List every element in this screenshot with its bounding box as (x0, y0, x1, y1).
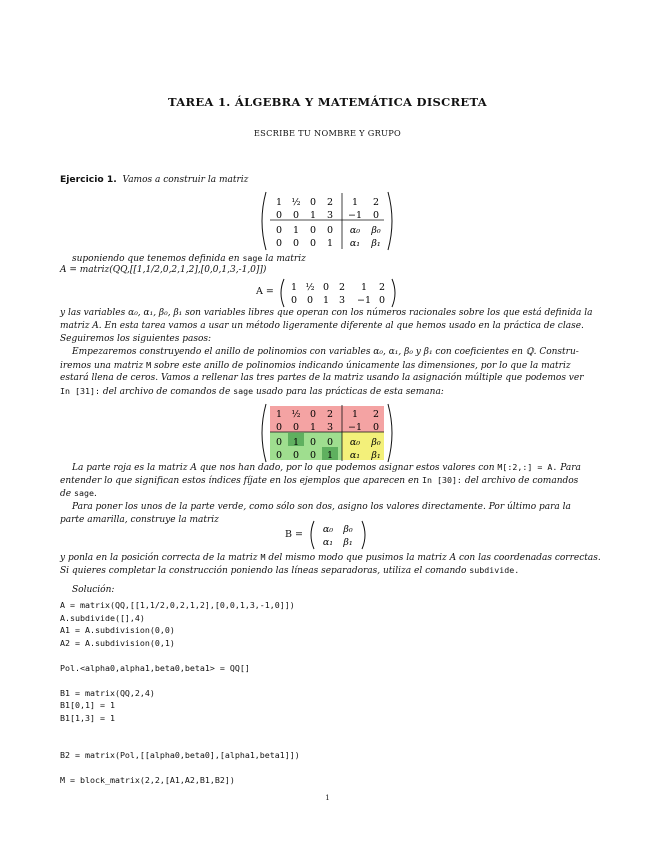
matrix-augmented-cell-0-4: 1 (351, 197, 359, 208)
matrix-b-cell-0-1: β₀ (343, 524, 353, 535)
matrix-b-cell-1-0: α₁ (322, 537, 334, 548)
page-title: TAREA 1. ÁLGEBRA Y MATEMÁTICA DISCRETA (168, 95, 487, 109)
solution-label: Solución: (72, 585, 115, 595)
code-line: B1 = matrix(QQ,2,4) (60, 687, 155, 698)
matrix-colored-cell-0-4: 1 (351, 409, 359, 420)
code-line: Pol.<alpha0,alpha1,beta0,beta1> = QQ[] (60, 662, 250, 673)
code-line (60, 724, 300, 737)
code-line: B2 = matrix(Pol,[[alpha0,beta0],[alpha1,beta1]]) (60, 750, 300, 760)
matrix-colored-cell-1-1: 0 (292, 422, 300, 433)
exercise-heading (60, 174, 248, 187)
matrix-colored-cell-1-2: 1 (309, 422, 317, 433)
matrix-colored-cell-2-5: β₀ (371, 437, 381, 448)
matrix-a-cell-1-0: 0 (290, 295, 298, 306)
matrix-a-label: A = (256, 286, 274, 297)
solution-code (60, 599, 300, 787)
code-line (60, 674, 300, 687)
para4-line2: parte amarilla, construye la matriz (60, 515, 219, 525)
matrix-a (278, 278, 398, 308)
matrix-colored-cell-1-0: 0 (275, 422, 283, 433)
matrix-augmented-cell-1-1: 0 (292, 210, 300, 221)
matrix-colored-cell-2-0: 0 (275, 437, 283, 448)
para5-line1: y ponla en la posición correcta de la matriz M del mismo modo que pusimos la matriz A con las coordenadas correctas. (60, 552, 601, 563)
matrix-colored-cell-0-3: 2 (326, 409, 334, 420)
para3-line3: de sage. (60, 488, 97, 499)
matrix-b (308, 520, 368, 550)
matrix-augmented-cell-3-3: 1 (326, 238, 334, 249)
code-line (60, 649, 300, 662)
code-line: B1[0,1] = 1 (60, 700, 115, 710)
code-line (60, 737, 300, 750)
matrix-a-cell-1-2: 1 (322, 295, 330, 306)
matrix-augmented-cell-3-0: 0 (275, 238, 283, 249)
matrix-colored-cell-2-4: α₀ (349, 437, 361, 448)
matrix-augmented-cell-3-1: 0 (292, 238, 300, 249)
matrix-augmented-cell-2-5: β₀ (371, 225, 381, 236)
code-line (60, 762, 300, 775)
matrix-b-label: B = (285, 529, 303, 540)
matrix-augmented-cell-0-5: 2 (372, 197, 380, 208)
matrix-a-cell-1-4: −1 (356, 295, 372, 306)
para2-line3: estará llena de ceros. Vamos a rellenar las tres partes de la matriz usando la asignación múltiple que podemos ver (60, 373, 584, 383)
author-line: ESCRIBE TU NOMBRE Y GRUPO (253, 128, 402, 138)
para3-line1: La parte roja es la matriz A que nos han dado, por lo que podemos asignar estos valores con M[:2,:] = A. Para (72, 462, 581, 473)
matrix-augmented-cell-0-0: 1 (275, 197, 283, 208)
matrix-colored-cell-3-1: 0 (292, 450, 300, 461)
matrix-augmented-cell-1-0: 0 (275, 210, 283, 221)
para4-line1: Para poner los unos de la parte verde, como sólo son dos, asigno los valores directamente. Por último para la (72, 502, 571, 512)
matrix-colored-cell-1-5: 0 (372, 422, 380, 433)
matrix-augmented-cell-1-5: 0 (372, 210, 380, 221)
matrix-colored-cell-0-2: 0 (309, 409, 317, 420)
suppose-line: suponiendo que tenemos definida en sage la matriz (72, 253, 306, 264)
para2-line4: In [31]: del archivo de comandos de sage usado para las prácticas de esta semana: (60, 386, 444, 397)
code-matrix-a: A = matriz(QQ,[[1,1/2,0,2,1,2],[0,0,1,3,-1,0]]) (60, 265, 267, 275)
code-line: B1[1,3] = 1 (60, 712, 115, 723)
matrix-augmented-cell-2-3: 0 (326, 225, 334, 236)
matrix-a-cell-0-2: 0 (322, 282, 330, 293)
matrix-a-cell-0-1: ½ (305, 282, 315, 293)
code-line: A1 = A.subdivision(0,0) (60, 625, 175, 635)
matrix-colored-cell-0-5: 2 (372, 409, 380, 420)
matrix-a-cell-0-4: 1 (360, 282, 368, 293)
matrix-augmented (258, 190, 396, 252)
para3-line2: entender lo que significan estos índices fíjate en los ejemplos que aparecen en In [30]: del archivo de comandos (60, 475, 579, 486)
matrix-b-cell-0-0: α₀ (322, 524, 334, 535)
matrix-colored-cell-3-5: β₁ (371, 450, 381, 461)
matrix-colored (258, 402, 396, 464)
matrix-a-cell-1-3: 3 (338, 295, 346, 306)
matrix-a-cell-1-1: 0 (306, 295, 314, 306)
matrix-augmented-cell-1-2: 1 (309, 210, 317, 221)
code-line: A2 = A.subdivision(0,1) (60, 637, 175, 648)
matrix-augmented-cell-0-3: 2 (326, 197, 334, 208)
page-number: 1 (325, 794, 330, 802)
matrix-colored-cell-0-0: 1 (275, 409, 283, 420)
para1-line3: Seguiremos los siguientes pasos: (60, 334, 212, 344)
matrix-a-cell-0-0: 1 (290, 282, 298, 293)
matrix-colored-cell-1-3: 3 (326, 422, 334, 433)
matrix-colored-cell-2-3: 0 (326, 437, 334, 448)
matrix-augmented-cell-3-4: α₁ (349, 238, 361, 249)
exercise-intro: Vamos a construir la matriz (122, 175, 249, 185)
matrix-a-cell-1-5: 0 (378, 295, 386, 306)
matrix-a-cell-0-5: 2 (378, 282, 386, 293)
matrix-augmented-cell-0-1: ½ (291, 197, 301, 208)
matrix-colored-cell-1-4: −1 (347, 422, 363, 433)
matrix-colored-cell-3-2: 0 (309, 450, 317, 461)
para2-line1: Empezaremos construyendo el anillo de polinomios con variables α₀, α₁, β₀ y β₁ con coeficientes en ℚ. Constru- (72, 347, 579, 357)
code-line: A = matrix(QQ,[[1,1/2,0,2,1,2],[0,0,1,3,-1,0]]) (60, 600, 295, 610)
matrix-augmented-cell-2-0: 0 (275, 225, 283, 236)
matrix-augmented-cell-1-3: 3 (326, 210, 334, 221)
matrix-colored-cell-2-2: 0 (309, 437, 317, 448)
matrix-augmented-cell-2-2: 0 (309, 225, 317, 236)
matrix-colored-cell-3-4: α₁ (349, 450, 361, 461)
matrix-colored-cell-3-3: 1 (326, 450, 334, 461)
para1-line1: y las variables α₀, α₁, β₀, β₁ son variables libres que operan con los números racionales sobre los que está definida la (60, 308, 593, 318)
matrix-colored-cell-3-0: 0 (275, 450, 283, 461)
matrix-b-cell-1-1: β₁ (343, 537, 353, 548)
matrix-a-cell-0-3: 2 (338, 282, 346, 293)
matrix-augmented-cell-3-2: 0 (309, 238, 317, 249)
matrix-augmented-cell-0-2: 0 (309, 197, 317, 208)
code-line: M = block_matrix(2,2,[A1,A2,B1,B2]) (60, 775, 235, 785)
matrix-colored-cell-0-1: ½ (291, 409, 301, 420)
matrix-augmented-cell-1-4: −1 (347, 210, 363, 221)
matrix-augmented-cell-2-4: α₀ (349, 225, 361, 236)
matrix-augmented-cell-3-5: β₁ (371, 238, 381, 249)
para2-line2: iremos una matriz M sobre este anillo de polinomios indicando únicamente las dimensiones, por lo que la matriz (60, 360, 571, 371)
para5-line2: Si quieres completar la construcción poniendo las líneas separadoras, utiliza el comando subdivide. (60, 565, 520, 576)
matrix-augmented-cell-2-1: 1 (292, 225, 300, 236)
code-line: A.subdivide([],4) (60, 612, 145, 623)
matrix-colored-cell-2-1: 1 (292, 437, 300, 448)
para1-line2: matriz A. En esta tarea vamos a usar un método ligeramente diferente al que hemos usado en la práctica de clase. (60, 321, 584, 331)
exercise-label: Ejercicio 1. (60, 174, 117, 185)
